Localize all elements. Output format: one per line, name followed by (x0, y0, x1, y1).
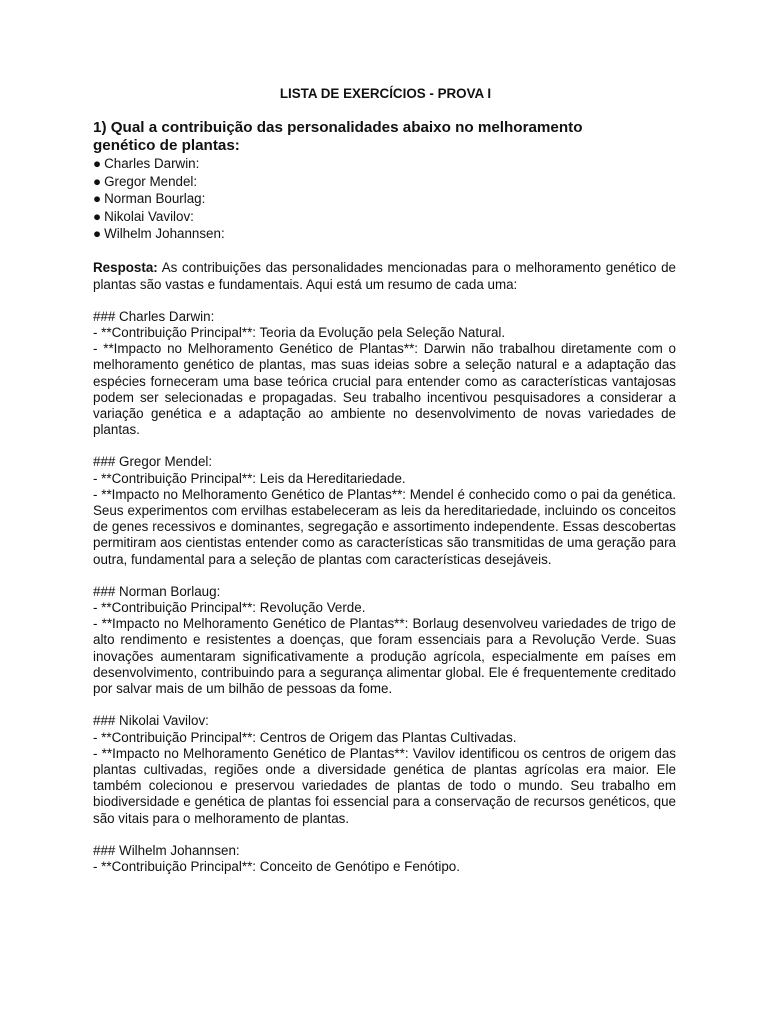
section-johannsen (93, 843, 676, 875)
list-item: ● Wilhelm Johannsen: (93, 226, 225, 242)
question-text: 1) Qual a contribuição das personalidades abaixo no melhoramento genético de plantas: (93, 119, 583, 154)
answer-intro: As contribuições das personalidades mencionadas para o melhoramento genético de plantas são vastas e fundamentais. Aqui está um resumo de cada uma: (93, 260, 676, 292)
bullet-icon: ● (93, 208, 102, 224)
section-darwin (93, 309, 676, 439)
section-contribution: - **Contribuição Principal**: Leis da Hereditariedade. (93, 470, 406, 486)
list-item: ● Gregor Mendel: (93, 173, 198, 189)
answer-label: Resposta: (93, 260, 158, 276)
section-heading: ### Wilhelm Johannsen: (93, 842, 240, 858)
section-heading: ### Nikolai Vavilov: (93, 713, 209, 729)
section-heading: ### Gregor Mendel: (93, 454, 213, 470)
section-contribution: - **Contribuição Principal**: Centros de Origem das Plantas Cultivadas. (93, 729, 517, 745)
section-mendel (93, 454, 676, 567)
document-page (93, 86, 676, 875)
section-contribution: - **Contribuição Principal**: Teoria da Evolução pela Seleção Natural. (93, 325, 506, 341)
section-borlaug (93, 584, 676, 697)
section-impact: - **Impacto no Melhoramento Genético de Plantas**: Borlaug desenvolveu variedades de trigo de alto rendimento e resistentes a doenças, que foram essenciais para a Revolução Verde. Suas inovações aumentaram significativamente a produção agrícola, especialmente em países em desenvolvimento, contribuindo para a segurança alimentar global. Ele é frequentemente creditado por salvar mais de um bilhão de pessoas da fome. (93, 616, 676, 697)
section-contribution: - **Contribuição Principal**: Revolução Verde. (93, 600, 366, 616)
bullet-icon: ● (93, 191, 102, 207)
section-heading: ### Charles Darwin: (93, 308, 215, 324)
answer-paragraph (93, 260, 676, 292)
list-item: ● Norman Bourlag: (93, 191, 206, 207)
section-impact: - **Impacto no Melhoramento Genético de Plantas**: Vavilov identificou os centros de origem das plantas cultivadas, regiões onde a diversidade genética de plantas agrícolas era maior. Ele também colecionou e preservou variedades de plantas de todo o mundo. Seu trabalho em biodiversidade e genética de plantas foi essencial para a conservação de recursos genéticos, que são vitais para o melhoramento de plantas. (93, 745, 676, 826)
list-item: ● Nikolai Vavilov: (93, 208, 194, 224)
section-vavilov (93, 713, 676, 826)
document-title: LISTA DE EXERCÍCIOS - PROVA I (279, 86, 492, 101)
personality-list (93, 155, 676, 242)
bullet-icon: ● (93, 226, 102, 242)
section-impact: - **Impacto no Melhoramento Genético de Plantas**: Darwin não trabalhou diretamente com o melhoramento genético de plantas, mas suas ideias sobre a seleção natural e a adaptação das espécies forneceram uma base teórica crucial para entender como as características vantajosas podem ser selecionadas e propagadas. Seu trabalho incentivou pesquisadores a considerar a variação genética e a adaptação ao ambiente no desenvolvimento de novas variedades de plantas. (93, 341, 676, 438)
section-impact: - **Impacto no Melhoramento Genético de Plantas**: Mendel é conhecido como o pai da genética. Seus experimentos com ervilhas estabeleceram as leis da hereditariedade, incluindo os conceitos de genes recessivos e dominantes, segregação e assortimento independente. Essas descobertas permitiram aos cientistas entender como as características são transmitidas de uma geração para outra, fundamental para a seleção de plantas com características desejáveis. (93, 486, 676, 567)
bullet-icon: ● (93, 156, 102, 172)
section-contribution: - **Contribuição Principal**: Conceito de Genótipo e Fenótipo. (93, 858, 460, 874)
section-heading: ### Norman Borlaug: (93, 583, 221, 599)
list-item: ● Charles Darwin: (93, 156, 200, 172)
bullet-icon: ● (93, 173, 102, 189)
